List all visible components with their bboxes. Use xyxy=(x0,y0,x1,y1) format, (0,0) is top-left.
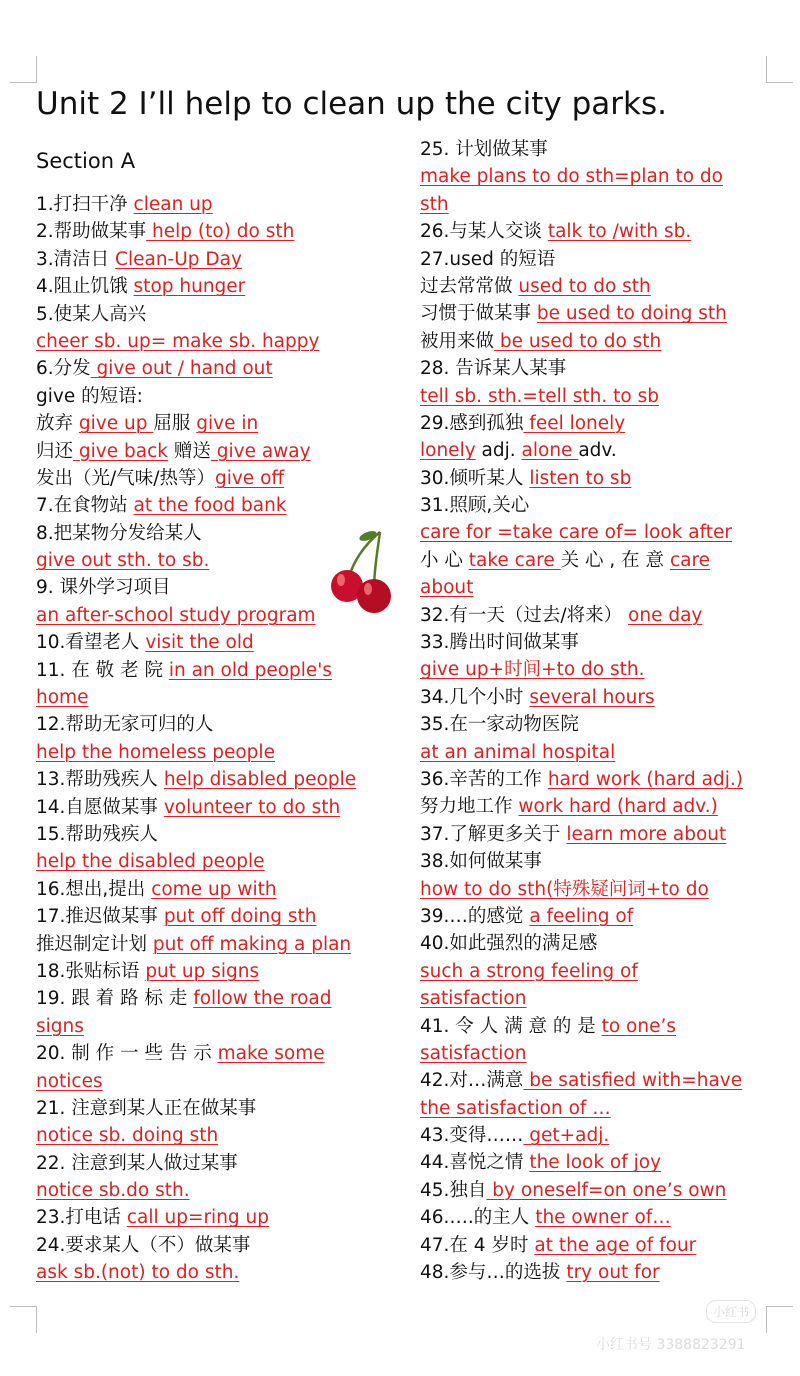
vocab-line xyxy=(36,355,386,382)
english-answer: one day xyxy=(628,604,703,626)
vocab-line xyxy=(420,985,772,1012)
chinese-prompt: 47.在 4 岁时 xyxy=(420,1234,535,1256)
english-answer: put off making a plan xyxy=(152,933,352,955)
english-answer: the satisfaction of … xyxy=(420,1097,611,1119)
vocab-line xyxy=(420,519,772,546)
chinese-prompt: 12.帮助无家可归的人 xyxy=(36,714,214,736)
english-answer: by oneself=on one’s own xyxy=(486,1179,727,1201)
english-answer: help disabled people xyxy=(163,769,357,791)
english-answer: give in xyxy=(196,413,259,435)
english-answer: give up+时间+to do sth. xyxy=(420,659,645,681)
english-answer: the owner of… xyxy=(535,1207,671,1229)
watermark-id: 小红书号 3388823291 xyxy=(596,1337,746,1353)
section-heading: Section A xyxy=(36,149,136,173)
vocab-line xyxy=(36,438,386,465)
chinese-prompt: 42.对…满意 xyxy=(420,1070,524,1092)
vocab-line xyxy=(36,328,386,355)
chinese-prompt: 被用来做 xyxy=(420,330,495,352)
chinese-prompt: 16.想出,提出 xyxy=(36,878,152,900)
chinese-prompt: 32.有一天（过去/将来） xyxy=(420,604,629,626)
page-corner-mark xyxy=(10,56,37,83)
english-answer: talk to /with sb. xyxy=(547,221,692,243)
vocab-line xyxy=(420,1013,772,1040)
chinese-prompt: give 的短语: xyxy=(36,385,143,407)
page-corner-mark xyxy=(766,56,793,83)
chinese-prompt: 23.打电话 xyxy=(36,1207,127,1229)
vocab-line xyxy=(420,1067,772,1094)
english-answer: clean up xyxy=(133,194,213,215)
english-answer: get+adj. xyxy=(523,1125,610,1147)
chinese-prompt: 努力地工作 xyxy=(420,796,519,818)
vocab-line xyxy=(420,300,772,327)
english-answer: visit the old xyxy=(145,632,254,654)
chinese-prompt: 推迟制定计划 xyxy=(36,933,153,955)
chinese-prompt: 35.在一家动物医院 xyxy=(420,714,579,736)
chinese-prompt: 40.如此强烈的满足感 xyxy=(420,933,598,955)
english-answer: at the food bank xyxy=(133,495,287,517)
english-answer: put off doing sth xyxy=(163,906,317,928)
vocab-line xyxy=(36,629,386,656)
english-answer: come up with xyxy=(151,878,277,900)
vocab-line xyxy=(36,492,386,519)
english-answer: hard work (hard adj.) xyxy=(547,768,743,790)
vocab-line xyxy=(36,191,386,218)
vocab-line xyxy=(36,848,386,875)
vocab-line xyxy=(420,1095,772,1122)
vocab-line xyxy=(420,465,772,492)
vocab-line xyxy=(420,1149,772,1176)
chinese-prompt: 24.要求某人（不）做某事 xyxy=(36,1234,251,1256)
vocab-line xyxy=(36,821,386,848)
chinese-prompt: 45.独自 xyxy=(420,1179,487,1201)
english-answer: try out for xyxy=(566,1262,660,1284)
vocab-line xyxy=(420,273,772,300)
chinese-prompt: 放弃 xyxy=(36,413,79,435)
cherry-icon xyxy=(328,528,392,616)
english-answer: give back xyxy=(73,440,168,462)
chinese-prompt: 41. 令 人 满 意 的 是 xyxy=(420,1015,602,1037)
vocab-line xyxy=(420,656,772,683)
vocab-line xyxy=(420,1259,772,1286)
vocab-line xyxy=(420,1177,772,1204)
chinese-prompt: 20. 制 作 一 些 告 示 xyxy=(36,1043,218,1065)
vocab-line xyxy=(36,766,386,793)
page-corner-mark xyxy=(10,1306,37,1333)
chinese-prompt: 6.分发 xyxy=(36,358,91,380)
chinese-prompt: 赠送 xyxy=(167,440,211,462)
watermark-badge: 小红书 xyxy=(706,1300,756,1323)
chinese-prompt: 48.参与…的选拔 xyxy=(420,1262,567,1284)
english-answer: give up xyxy=(78,413,154,435)
chinese-prompt: 44.喜悦之情 xyxy=(420,1152,530,1174)
vocab-line xyxy=(420,739,772,766)
chinese-prompt: 5.使某人高兴 xyxy=(36,303,147,325)
chinese-prompt: 小 心 xyxy=(420,549,469,571)
english-answer: help the disabled people xyxy=(36,851,265,873)
chinese-prompt: 37.了解更多关于 xyxy=(420,823,567,845)
chinese-prompt: 25. 计划做某事 xyxy=(420,139,548,160)
chinese-prompt: 39.…的感觉 xyxy=(420,905,530,927)
chinese-prompt: 18.张贴标语 xyxy=(36,960,146,982)
chinese-prompt: 27.used 的短语 xyxy=(420,248,556,270)
english-answer: care for =take care of= look after xyxy=(420,522,733,544)
english-answer: be used to doing sth xyxy=(536,303,727,325)
chinese-prompt: 1.打扫干净 xyxy=(36,194,134,215)
vocab-line xyxy=(420,383,772,410)
english-answer: an after-school study program xyxy=(36,604,316,626)
vocab-line xyxy=(36,465,386,492)
vocab-line xyxy=(36,1068,386,1095)
english-answer: at an animal hospital xyxy=(420,741,616,763)
vocab-line xyxy=(420,163,772,190)
vocab-line xyxy=(36,684,386,711)
english-answer: give away xyxy=(210,440,311,462)
vocab-line xyxy=(36,1122,386,1149)
vocab-line xyxy=(420,1040,772,1067)
chinese-prompt: 22. 注意到某人做过某事 xyxy=(36,1152,238,1174)
vocab-line xyxy=(36,218,386,245)
vocab-line xyxy=(420,821,772,848)
vocab-line xyxy=(36,739,386,766)
vocab-line xyxy=(36,1259,386,1286)
english-answer: work hard (hard adv.) xyxy=(518,796,718,818)
right-column xyxy=(420,136,772,1286)
vocab-line xyxy=(420,136,772,163)
english-answer: the look of joy xyxy=(529,1152,662,1174)
vocab-line xyxy=(36,876,386,903)
english-answer: cheer sb. up= make sb. happy xyxy=(36,330,320,352)
english-answer: follow the road xyxy=(193,988,332,1010)
english-answer: be used to do sth xyxy=(494,330,662,352)
english-answer: put up signs xyxy=(145,960,260,982)
vocab-line xyxy=(420,355,772,382)
vocab-line xyxy=(36,273,386,300)
vocab-line xyxy=(420,602,772,629)
english-answer: alone xyxy=(521,440,579,462)
chinese-prompt: 34.几个小时 xyxy=(420,686,530,708)
english-answer: how to do sth(特殊疑问词+to do xyxy=(420,878,709,900)
chinese-prompt: 19. 跟 着 路 标 走 xyxy=(36,988,194,1010)
chinese-prompt: 8.把某物分发给某人 xyxy=(36,522,202,544)
english-answer: make some xyxy=(217,1043,325,1065)
vocab-line xyxy=(36,383,386,410)
vocab-line xyxy=(420,492,772,519)
english-answer: notice sb. doing sth xyxy=(36,1125,219,1147)
chinese-prompt: 21. 注意到某人正在做某事 xyxy=(36,1097,257,1119)
vocab-line xyxy=(420,574,772,601)
english-answer: call up=ring up xyxy=(126,1207,270,1229)
english-answer: help the homeless people xyxy=(36,741,275,763)
chinese-prompt: 38.如何做某事 xyxy=(420,851,542,873)
vocab-line xyxy=(420,684,772,711)
vocab-line xyxy=(36,794,386,821)
vocab-line xyxy=(36,1013,386,1040)
english-answer: about xyxy=(420,577,474,599)
english-answer: sth xyxy=(420,193,449,215)
chinese-prompt: 30.倾听某人 xyxy=(420,467,530,489)
chinese-prompt: 4.阻止饥饿 xyxy=(36,276,134,298)
english-answer: ask sb.(not) to do sth. xyxy=(36,1262,240,1284)
chinese-prompt: 11. 在 敬 老 院 xyxy=(36,659,169,681)
english-answer: Clean-Up Day xyxy=(115,248,242,270)
vocab-line xyxy=(36,1150,386,1177)
vocab-line xyxy=(420,218,772,245)
english-answer: such a strong feeling of xyxy=(420,960,638,982)
vocab-line xyxy=(36,1040,386,1067)
chinese-prompt: 46.….的主人 xyxy=(420,1207,536,1229)
english-answer: give out sth. to sb. xyxy=(36,550,210,572)
chinese-prompt: 13.帮助残疾人 xyxy=(36,769,164,791)
english-answer: care xyxy=(669,549,711,571)
chinese-prompt: 归还 xyxy=(36,440,74,462)
english-answer: at the age of four xyxy=(534,1234,697,1256)
vocab-line xyxy=(420,903,772,930)
english-answer: notices xyxy=(36,1070,103,1092)
english-answer: take care xyxy=(468,549,561,571)
vocab-line xyxy=(420,547,772,574)
chinese-prompt: 29.感到孤独 xyxy=(420,412,524,434)
vocab-line xyxy=(420,766,772,793)
chinese-prompt: 屈服 xyxy=(153,413,197,435)
vocab-line xyxy=(36,985,386,1012)
vocab-line xyxy=(420,246,772,273)
vocab-line xyxy=(36,1177,386,1204)
vocab-line xyxy=(420,1204,772,1231)
vocab-line xyxy=(420,1232,772,1259)
english-answer: volunteer to do sth xyxy=(163,796,341,818)
chinese-prompt: 36.辛苦的工作 xyxy=(420,768,548,790)
english-answer: lonely xyxy=(420,440,476,462)
english-answer: tell sb. sth.=tell sth. to sb xyxy=(420,385,659,407)
english-answer: signs xyxy=(36,1015,84,1037)
vocab-line xyxy=(36,711,386,738)
vocab-line xyxy=(36,1095,386,1122)
vocab-line xyxy=(36,1232,386,1259)
chinese-prompt: 10.看望老人 xyxy=(36,632,146,654)
vocab-line xyxy=(36,958,386,985)
vocab-line xyxy=(420,876,772,903)
chinese-prompt: 33.腾出时间做某事 xyxy=(420,632,579,654)
english-answer: give off xyxy=(214,467,285,489)
vocab-line xyxy=(420,958,772,985)
vocab-line xyxy=(420,410,772,437)
chinese-prompt: 14.自愿做某事 xyxy=(36,796,164,818)
chinese-prompt: 28. 告诉某人某事 xyxy=(420,358,567,380)
chinese-prompt: 43.变得…… xyxy=(420,1125,524,1147)
vocab-line xyxy=(36,1204,386,1231)
vocab-line xyxy=(36,410,386,437)
english-answer: to one’s xyxy=(601,1015,676,1037)
english-answer: feel lonely xyxy=(523,412,626,434)
vocab-line xyxy=(420,848,772,875)
chinese-prompt: 2.帮助做某事 xyxy=(36,221,147,243)
english-answer: in an old people's xyxy=(168,659,333,681)
chinese-prompt: 9. 课外学习项目 xyxy=(36,577,171,599)
chinese-prompt: 关 心 , 在 意 xyxy=(560,549,670,571)
english-answer: listen to sb xyxy=(529,467,632,489)
left-column xyxy=(36,191,386,1287)
chinese-prompt: adj. xyxy=(475,440,522,462)
english-answer: satisfaction xyxy=(420,988,527,1010)
vocab-line xyxy=(420,629,772,656)
english-answer: give out / hand out xyxy=(90,358,273,380)
vocab-line xyxy=(36,657,386,684)
english-answer: learn more about xyxy=(566,823,727,845)
vocab-line xyxy=(420,328,772,355)
english-answer: a feeling of xyxy=(529,905,634,927)
chinese-prompt: 习惯于做某事 xyxy=(420,303,537,325)
english-answer: notice sb.do sth. xyxy=(36,1180,190,1202)
vocab-line xyxy=(420,711,772,738)
english-answer: help (to) do sth xyxy=(146,221,295,243)
english-answer: satisfaction xyxy=(420,1042,527,1064)
chinese-prompt: 3.清洁日 xyxy=(36,248,116,270)
english-answer: several hours xyxy=(529,686,655,708)
english-answer: used to do sth xyxy=(518,275,651,297)
vocab-line xyxy=(36,903,386,930)
page-corner-mark xyxy=(766,1306,793,1333)
vocab-line xyxy=(36,301,386,328)
vocab-line xyxy=(420,1122,772,1149)
chinese-prompt: 17.推迟做某事 xyxy=(36,906,164,928)
chinese-prompt: 7.在食物站 xyxy=(36,495,134,517)
page-title: Unit 2 I’ll help to clean up the city parks. xyxy=(36,86,667,122)
vocab-line xyxy=(420,793,772,820)
vocab-line xyxy=(420,930,772,957)
chinese-prompt: 发出（光/气味/热等） xyxy=(36,467,215,489)
vocab-line xyxy=(36,246,386,273)
vocab-line xyxy=(420,191,772,218)
chinese-prompt: 26.与某人交谈 xyxy=(420,221,548,243)
chinese-prompt: adv. xyxy=(578,440,617,462)
english-answer: be satisfied with=have xyxy=(523,1070,743,1092)
english-answer: stop hunger xyxy=(133,276,246,298)
english-answer: home xyxy=(36,687,89,709)
english-answer: make plans to do sth=plan to do xyxy=(420,166,723,188)
vocab-line xyxy=(36,931,386,958)
chinese-prompt: 15.帮助残疾人 xyxy=(36,823,158,845)
chinese-prompt: 过去常常做 xyxy=(420,275,519,297)
vocab-line xyxy=(420,437,772,464)
chinese-prompt: 31.照顾,关心 xyxy=(420,495,530,517)
